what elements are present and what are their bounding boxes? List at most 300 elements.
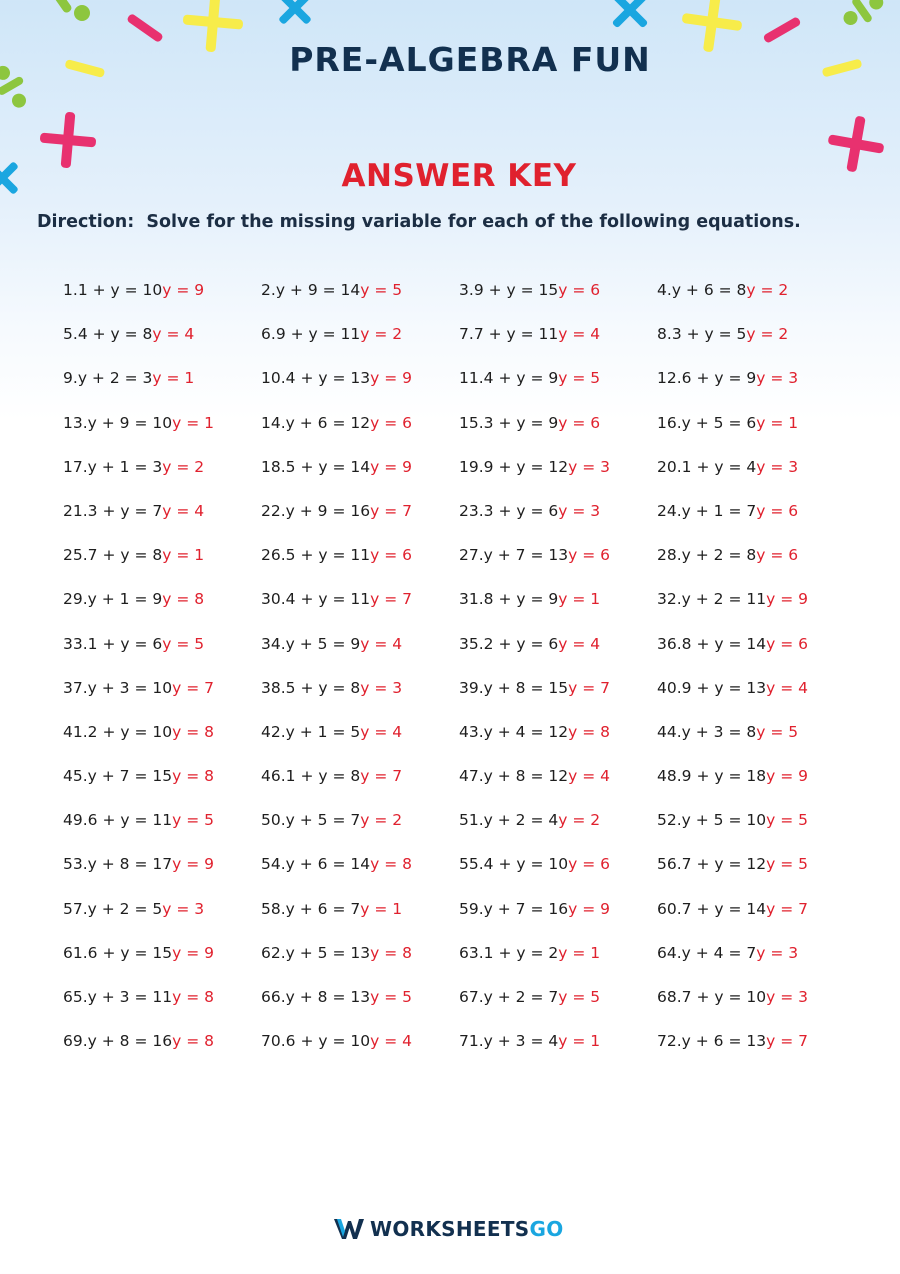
problem-equation: 6 + y = 10 (285, 1032, 371, 1051)
problem-item: 18.5 + y = 14y = 9 (261, 457, 413, 476)
problem-answer: y = 6 (370, 413, 413, 432)
problem-number: 31 (459, 590, 479, 609)
problem-equation: y + 2 = 11 (681, 590, 767, 609)
problem-equation: 4 + y = 11 (285, 590, 371, 609)
problem-item: 61.6 + y = 15y = 9 (63, 943, 215, 962)
problem-answer: y = 2 (746, 325, 789, 344)
problem-number: 63 (459, 943, 479, 962)
problem-equation: 1 + y = 4 (681, 457, 757, 476)
problem-answer: y = 8 (172, 722, 215, 741)
problem-item: 46.1 + y = 8y = 7 (261, 767, 403, 786)
problem-item: 10.4 + y = 13y = 9 (261, 369, 413, 388)
problem-answer: y = 3 (558, 501, 601, 520)
problem-equation: 3 + y = 7 (87, 501, 163, 520)
problem-answer: y = 4 (558, 325, 601, 344)
problem-answer: y = 6 (756, 546, 799, 565)
problem-answer: y = 1 (756, 413, 799, 432)
problem-item: 23.3 + y = 6y = 3 (459, 501, 601, 520)
problem-number: 4 (657, 281, 667, 299)
problem-number: 66 (261, 988, 281, 1006)
problem-item: 1.1 + y = 10y = 9 (63, 281, 205, 299)
problem-answer: y = 7 (370, 590, 413, 609)
answer-key-heading: ANSWER KEY (341, 158, 577, 194)
problem-equation: y + 2 = 3 (77, 369, 153, 388)
problem-equation: 4 + y = 13 (285, 369, 371, 388)
problem-answer: y = 6 (568, 546, 611, 565)
brand-worksheets: WORKSHEETS (370, 1217, 530, 1241)
problem-number: 57 (63, 899, 83, 918)
problem-item: 44.y + 3 = 8y = 5 (657, 722, 799, 741)
problem-answer: y = 8 (370, 855, 413, 874)
problem-equation: y + 2 = 4 (483, 811, 559, 830)
problem-equation: 4 + y = 8 (77, 325, 153, 344)
problem-item: 5.4 + y = 8y = 4 (63, 325, 195, 344)
problem-item: 55.4 + y = 10y = 6 (459, 855, 611, 874)
problem-item: 60.7 + y = 14y = 7 (657, 899, 809, 918)
problem-answer: y = 3 (756, 369, 799, 388)
problem-answer: y = 7 (568, 678, 611, 697)
problem-number: 24 (657, 501, 677, 520)
problem-equation: y + 7 = 13 (483, 546, 569, 565)
problem-answer: y = 7 (360, 767, 403, 786)
problem-equation: y + 6 = 12 (285, 413, 371, 432)
problem-number: 68 (657, 988, 677, 1006)
problem-number: 9 (63, 369, 73, 388)
problem-number: 2 (261, 281, 271, 299)
problem-number: 1 (63, 281, 73, 299)
problem-number: 12 (657, 369, 677, 388)
problem-equation: y + 5 = 10 (681, 811, 767, 830)
problem-answer: y = 1 (360, 899, 403, 918)
problem-item: 48.9 + y = 18y = 9 (657, 767, 809, 786)
problem-answer: y = 1 (558, 943, 601, 962)
problem-answer: y = 8 (162, 590, 205, 609)
problem-number: 13 (63, 413, 83, 432)
problem-item: 28.y + 2 = 8y = 6 (657, 546, 799, 565)
problem-item: 39.y + 8 = 15y = 7 (459, 678, 611, 697)
problem-number: 29 (63, 590, 83, 609)
problem-item: 33.1 + y = 6y = 5 (63, 634, 205, 653)
w-logo-icon (334, 1217, 364, 1241)
problem-item: 68.7 + y = 10y = 3 (657, 988, 809, 1006)
problem-item: 20.1 + y = 4y = 3 (657, 457, 799, 476)
problem-item: 25.7 + y = 8y = 1 (63, 546, 205, 565)
problem-answer: y = 2 (558, 811, 601, 830)
problem-number: 6 (261, 325, 271, 344)
problem-item: 36.8 + y = 14y = 6 (657, 634, 809, 653)
problem-item: 62.y + 5 = 13y = 8 (261, 943, 413, 962)
problem-number: 33 (63, 634, 83, 653)
problem-number: 47 (459, 767, 479, 786)
problem-answer: y = 8 (172, 767, 215, 786)
problem-answer: y = 5 (558, 369, 601, 388)
problem-equation: 5 + y = 11 (285, 546, 371, 565)
problem-number: 65 (63, 988, 83, 1006)
problem-item: 7.7 + y = 11y = 4 (459, 325, 601, 344)
problem-number: 69 (63, 1032, 83, 1051)
problem-answer: y = 3 (756, 943, 799, 962)
problem-equation: 2 + y = 6 (483, 634, 559, 653)
problem-number: 17 (63, 457, 83, 476)
green-plus-icon (46, 0, 73, 14)
problem-equation: y + 1 = 9 (87, 590, 163, 609)
problem-equation: 3 + y = 9 (483, 413, 559, 432)
problem-number: 61 (63, 943, 83, 962)
problem-answer: y = 8 (370, 943, 413, 962)
problem-number: 5 (63, 325, 73, 344)
brand-name (370, 1217, 564, 1241)
problem-item: 15.3 + y = 9y = 6 (459, 413, 601, 432)
problem-number: 22 (261, 501, 281, 520)
problem-number: 51 (459, 811, 479, 830)
problem-answer: y = 4 (370, 1032, 413, 1051)
problem-item: 16.y + 5 = 6y = 1 (657, 413, 799, 432)
problem-answer: y = 2 (746, 281, 789, 299)
problem-equation: 8 + y = 14 (681, 634, 767, 653)
problem-equation: y + 5 = 9 (285, 634, 361, 653)
problem-answer: y = 3 (756, 457, 799, 476)
problem-equation: y + 5 = 6 (681, 413, 757, 432)
problem-equation: 9 + y = 15 (473, 281, 559, 299)
problem-equation: y + 1 = 5 (285, 722, 361, 741)
problem-equation: 9 + y = 12 (483, 457, 569, 476)
problem-answer: y = 5 (162, 634, 205, 653)
problem-item: 34.y + 5 = 9y = 4 (261, 634, 403, 653)
problem-number: 67 (459, 988, 479, 1006)
problem-number: 7 (459, 325, 469, 344)
problem-number: 71 (459, 1032, 479, 1051)
problem-number: 11 (459, 369, 479, 388)
problem-number: 58 (261, 899, 281, 918)
problem-equation: 7 + y = 11 (473, 325, 559, 344)
problem-answer: y = 6 (558, 281, 601, 299)
problem-answer: y = 1 (172, 413, 215, 432)
problem-number: 20 (657, 457, 677, 476)
problem-item: 51.y + 2 = 4y = 2 (459, 811, 601, 830)
problem-answer: y = 5 (558, 988, 601, 1006)
problem-answer: y = 2 (360, 325, 403, 344)
problem-item: 17.y + 1 = 3y = 2 (63, 457, 205, 476)
problem-item: 41.2 + y = 10y = 8 (63, 722, 215, 741)
problem-equation: 4 + y = 10 (483, 855, 569, 874)
problem-answer: y = 7 (766, 1032, 809, 1051)
problem-answer: y = 8 (568, 722, 611, 741)
problem-answer: y = 6 (558, 413, 601, 432)
pink-minus-icon (126, 13, 164, 43)
problem-item: 13.y + 9 = 10y = 1 (63, 413, 215, 432)
problem-item: 9.y + 2 = 3y = 1 (63, 369, 195, 388)
problem-equation: 1 + y = 10 (77, 281, 163, 299)
green-divide-right-icon (837, 0, 889, 34)
problem-item: 38.5 + y = 8y = 3 (261, 678, 403, 697)
problem-item: 43.y + 4 = 12y = 8 (459, 722, 611, 741)
problem-equation: y + 4 = 7 (681, 943, 757, 962)
problem-number: 41 (63, 722, 83, 741)
problem-answer: y = 6 (756, 501, 799, 520)
problem-item: 56.7 + y = 12y = 5 (657, 855, 809, 874)
problem-item: 72.y + 6 = 13y = 7 (657, 1032, 809, 1051)
problem-answer: y = 9 (172, 855, 215, 874)
problem-item: 45.y + 7 = 15y = 8 (63, 767, 215, 786)
problem-equation: y + 3 = 8 (681, 722, 757, 741)
problem-item: 40.9 + y = 13y = 4 (657, 678, 809, 697)
problem-answer: y = 5 (766, 855, 809, 874)
problem-equation: y + 8 = 12 (483, 767, 569, 786)
problem-item: 52.y + 5 = 10y = 5 (657, 811, 809, 830)
problem-number: 10 (261, 369, 281, 388)
problem-number: 37 (63, 678, 83, 697)
problem-answer: y = 7 (766, 899, 809, 918)
problem-number: 40 (657, 678, 677, 697)
problem-item: 19.9 + y = 12y = 3 (459, 457, 611, 476)
problem-number: 46 (261, 767, 281, 786)
problem-answer: y = 4 (162, 501, 205, 520)
problem-number: 44 (657, 722, 677, 741)
problem-answer: y = 6 (766, 634, 809, 653)
problem-equation: y + 1 = 3 (87, 457, 163, 476)
problem-equation: 9 + y = 13 (681, 678, 767, 697)
problem-equation: 1 + y = 8 (285, 767, 361, 786)
problem-item: 66.y + 8 = 13y = 5 (261, 988, 413, 1006)
direction-text: Direction: Solve for the missing variable for each of the following equations. (37, 212, 801, 232)
problem-item: 67.y + 2 = 7y = 5 (459, 988, 601, 1006)
problem-item: 59.y + 7 = 16y = 9 (459, 899, 611, 918)
problem-equation: 8 + y = 9 (483, 590, 559, 609)
problem-equation: y + 6 = 7 (285, 899, 361, 918)
problem-number: 48 (657, 767, 677, 786)
problem-number: 54 (261, 855, 281, 874)
problem-number: 19 (459, 457, 479, 476)
problems-grid (63, 279, 863, 1074)
problem-item: 64.y + 4 = 7y = 3 (657, 943, 799, 962)
problem-number: 52 (657, 811, 677, 830)
problem-item: 22.y + 9 = 16y = 7 (261, 501, 413, 520)
problem-item: 42.y + 1 = 5y = 4 (261, 722, 403, 741)
problem-item: 47.y + 8 = 12y = 4 (459, 767, 611, 786)
problem-equation: 7 + y = 10 (681, 988, 767, 1006)
problem-number: 14 (261, 413, 281, 432)
problem-item: 49.6 + y = 11y = 5 (63, 811, 215, 830)
problem-number: 55 (459, 855, 479, 874)
problem-answer: y = 6 (370, 546, 413, 565)
problem-equation: y + 7 = 15 (87, 767, 173, 786)
problem-answer: y = 7 (370, 501, 413, 520)
problem-item: 32.y + 2 = 11y = 9 (657, 590, 809, 609)
problem-number: 35 (459, 634, 479, 653)
problem-equation: y + 9 = 16 (285, 501, 371, 520)
problem-item: 69.y + 8 = 16y = 8 (63, 1032, 215, 1051)
problem-equation: y + 5 = 13 (285, 943, 371, 962)
problem-item: 57.y + 2 = 5y = 3 (63, 899, 205, 918)
problem-equation: y + 6 = 8 (671, 281, 747, 299)
problem-number: 60 (657, 899, 677, 918)
problem-equation: 3 + y = 5 (671, 325, 747, 344)
problem-item: 35.2 + y = 6y = 4 (459, 634, 601, 653)
problem-equation: 7 + y = 14 (681, 899, 767, 918)
problem-item: 70.6 + y = 10y = 4 (261, 1032, 413, 1051)
problem-answer: y = 3 (360, 678, 403, 697)
problem-item: 11.4 + y = 9y = 5 (459, 369, 601, 388)
problem-answer: y = 4 (558, 634, 601, 653)
problem-item: 8.3 + y = 5y = 2 (657, 325, 789, 344)
problem-equation: y + 6 = 13 (681, 1032, 767, 1051)
problem-item: 4.y + 6 = 8y = 2 (657, 281, 789, 299)
problem-answer: y = 4 (568, 767, 611, 786)
problem-answer: y = 9 (568, 899, 611, 918)
problem-equation: y + 8 = 17 (87, 855, 173, 874)
problem-number: 16 (657, 413, 677, 432)
problem-item: 2.y + 9 = 14y = 5 (261, 281, 403, 299)
problem-item: 24.y + 1 = 7y = 6 (657, 501, 799, 520)
problem-answer: y = 8 (172, 988, 215, 1006)
problem-item: 65.y + 3 = 11y = 8 (63, 988, 215, 1006)
problem-answer: y = 5 (766, 811, 809, 830)
problem-equation: 7 + y = 12 (681, 855, 767, 874)
problem-equation: 4 + y = 9 (483, 369, 559, 388)
problem-number: 39 (459, 678, 479, 697)
problem-answer: y = 7 (172, 678, 215, 697)
problem-equation: 9 + y = 18 (681, 767, 767, 786)
problem-answer: y = 5 (756, 722, 799, 741)
problem-number: 72 (657, 1032, 677, 1051)
problem-equation: 6 + y = 9 (681, 369, 757, 388)
problem-item: 29.y + 1 = 9y = 8 (63, 590, 205, 609)
problem-equation: y + 7 = 16 (483, 899, 569, 918)
problem-item: 53.y + 8 = 17y = 9 (63, 855, 215, 874)
problem-answer: y = 4 (360, 722, 403, 741)
problem-equation: 1 + y = 6 (87, 634, 163, 653)
problem-answer: y = 2 (360, 811, 403, 830)
problem-item: 54.y + 6 = 14y = 8 (261, 855, 413, 874)
problem-answer: y = 3 (568, 457, 611, 476)
problem-item: 21.3 + y = 7y = 4 (63, 501, 205, 520)
problem-number: 36 (657, 634, 677, 653)
problem-number: 23 (459, 501, 479, 520)
problem-item: 3.9 + y = 15y = 6 (459, 281, 601, 299)
problem-answer: y = 9 (766, 767, 809, 786)
problem-item: 14.y + 6 = 12y = 6 (261, 413, 413, 432)
problem-equation: 7 + y = 8 (87, 546, 163, 565)
problem-item: 31.8 + y = 9y = 1 (459, 590, 601, 609)
green-dot-icon (74, 5, 90, 21)
problem-equation: 5 + y = 8 (285, 678, 361, 697)
problem-item: 58.y + 6 = 7y = 1 (261, 899, 403, 918)
problem-item: 63.1 + y = 2y = 1 (459, 943, 601, 962)
problem-equation: y + 2 = 8 (681, 546, 757, 565)
page-title: PRE-ALGEBRA FUN (289, 40, 651, 79)
problem-number: 50 (261, 811, 281, 830)
problem-equation: y + 8 = 16 (87, 1032, 173, 1051)
problem-number: 42 (261, 722, 281, 741)
problem-equation: 6 + y = 15 (87, 943, 173, 962)
problem-item: 12.6 + y = 9y = 3 (657, 369, 799, 388)
problem-number: 56 (657, 855, 677, 874)
problem-answer: y = 9 (172, 943, 215, 962)
problem-equation: y + 8 = 13 (285, 988, 371, 1006)
problem-number: 49 (63, 811, 83, 830)
problem-number: 30 (261, 590, 281, 609)
problem-number: 21 (63, 501, 83, 520)
problem-number: 32 (657, 590, 677, 609)
problem-item: 6.9 + y = 11y = 2 (261, 325, 403, 344)
problem-equation: y + 5 = 7 (285, 811, 361, 830)
problem-equation: 1 + y = 2 (483, 943, 559, 962)
problem-answer: y = 5 (360, 281, 403, 299)
problem-equation: y + 3 = 10 (87, 678, 173, 697)
problem-answer: y = 4 (766, 678, 809, 697)
problem-answer: y = 9 (370, 457, 413, 476)
problem-equation: 5 + y = 14 (285, 457, 371, 476)
problem-number: 45 (63, 767, 83, 786)
problem-answer: y = 1 (162, 546, 205, 565)
blue-times-right-icon (599, 0, 661, 41)
problem-item: 30.4 + y = 11y = 7 (261, 590, 413, 609)
problem-answer: y = 9 (766, 590, 809, 609)
problem-answer: y = 4 (152, 325, 195, 344)
problem-answer: y = 3 (766, 988, 809, 1006)
problem-number: 62 (261, 943, 281, 962)
problem-equation: 3 + y = 6 (483, 501, 559, 520)
problem-answer: y = 6 (568, 855, 611, 874)
problem-answer: y = 9 (162, 281, 205, 299)
problem-equation: y + 9 = 14 (275, 281, 361, 299)
problem-number: 26 (261, 546, 281, 565)
problem-number: 70 (261, 1032, 281, 1051)
problem-item: 37.y + 3 = 10y = 7 (63, 678, 215, 697)
problem-equation: 2 + y = 10 (87, 722, 173, 741)
problem-number: 27 (459, 546, 479, 565)
problem-equation: y + 9 = 10 (87, 413, 173, 432)
problem-equation: y + 2 = 7 (483, 988, 559, 1006)
problem-item: 26.5 + y = 11y = 6 (261, 546, 413, 565)
problem-equation: y + 2 = 5 (87, 899, 163, 918)
problem-answer: y = 5 (172, 811, 215, 830)
blue-times-icon (267, 0, 324, 36)
problem-number: 43 (459, 722, 479, 741)
problem-equation: 9 + y = 11 (275, 325, 361, 344)
problem-answer: y = 2 (162, 457, 205, 476)
problem-number: 18 (261, 457, 281, 476)
problem-answer: y = 1 (152, 369, 195, 388)
problem-equation: y + 8 = 15 (483, 678, 569, 697)
problem-answer: y = 3 (162, 899, 205, 918)
problem-equation: y + 4 = 12 (483, 722, 569, 741)
problem-item: 71.y + 3 = 4y = 1 (459, 1032, 601, 1051)
problem-answer: y = 1 (558, 1032, 601, 1051)
problem-number: 64 (657, 943, 677, 962)
footer-brand (334, 1214, 564, 1244)
problem-number: 8 (657, 325, 667, 344)
problem-number: 25 (63, 546, 83, 565)
problem-number: 59 (459, 899, 479, 918)
problem-answer: y = 8 (172, 1032, 215, 1051)
problem-answer: y = 1 (558, 590, 601, 609)
problem-equation: y + 3 = 4 (483, 1032, 559, 1051)
problem-number: 15 (459, 413, 479, 432)
problem-answer: y = 9 (370, 369, 413, 388)
problem-number: 53 (63, 855, 83, 874)
brand-go: GO (529, 1217, 564, 1241)
problem-answer: y = 5 (370, 988, 413, 1006)
problem-number: 3 (459, 281, 469, 299)
problem-number: 38 (261, 678, 281, 697)
problem-item: 27.y + 7 = 13y = 6 (459, 546, 611, 565)
problem-number: 28 (657, 546, 677, 565)
problem-number: 34 (261, 634, 281, 653)
problem-equation: 6 + y = 11 (87, 811, 173, 830)
problem-answer: y = 4 (360, 634, 403, 653)
problem-equation: y + 3 = 11 (87, 988, 173, 1006)
